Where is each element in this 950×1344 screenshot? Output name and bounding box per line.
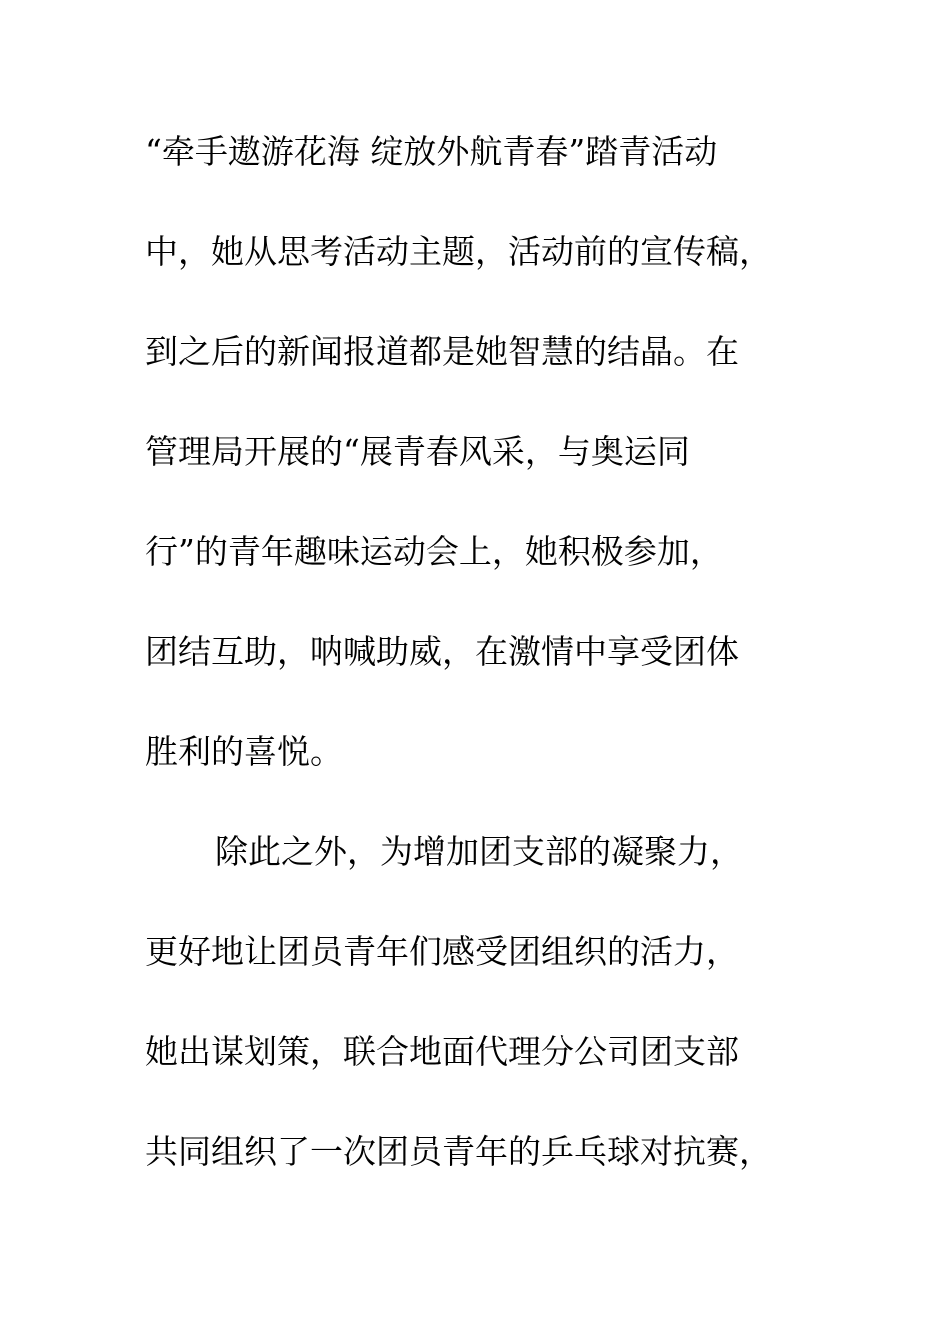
paragraph-start-line: 除此之外，为增加团支部的凝聚力， [215, 832, 743, 871]
text-line: 胜利的喜悦。 [145, 732, 343, 771]
text-line: 她出谋划策，联合地面代理分公司团支部 [145, 1032, 739, 1071]
text-line: 共同组织了一次团员青年的乒乓球对抗赛， [145, 1132, 772, 1171]
text-line: “牵手遨游花海 绽放外航青春”踏青活动 [145, 132, 718, 171]
text-line: 团结互助，呐喊助威，在激情中享受团体 [145, 632, 739, 671]
body-text [145, 122, 825, 1222]
text-line: 到之后的新闻报道都是她智慧的结晶。在 [145, 332, 739, 371]
text-line: 管理局开展的“展青春风采，与奥运同 [145, 432, 690, 471]
text-line: 更好地让团员青年们感受团组织的活力， [145, 932, 739, 971]
text-line: 中，她从思考活动主题，活动前的宣传稿， [145, 232, 772, 271]
text-line: 行”的青年趣味运动会上，她积极参加， [145, 532, 723, 571]
